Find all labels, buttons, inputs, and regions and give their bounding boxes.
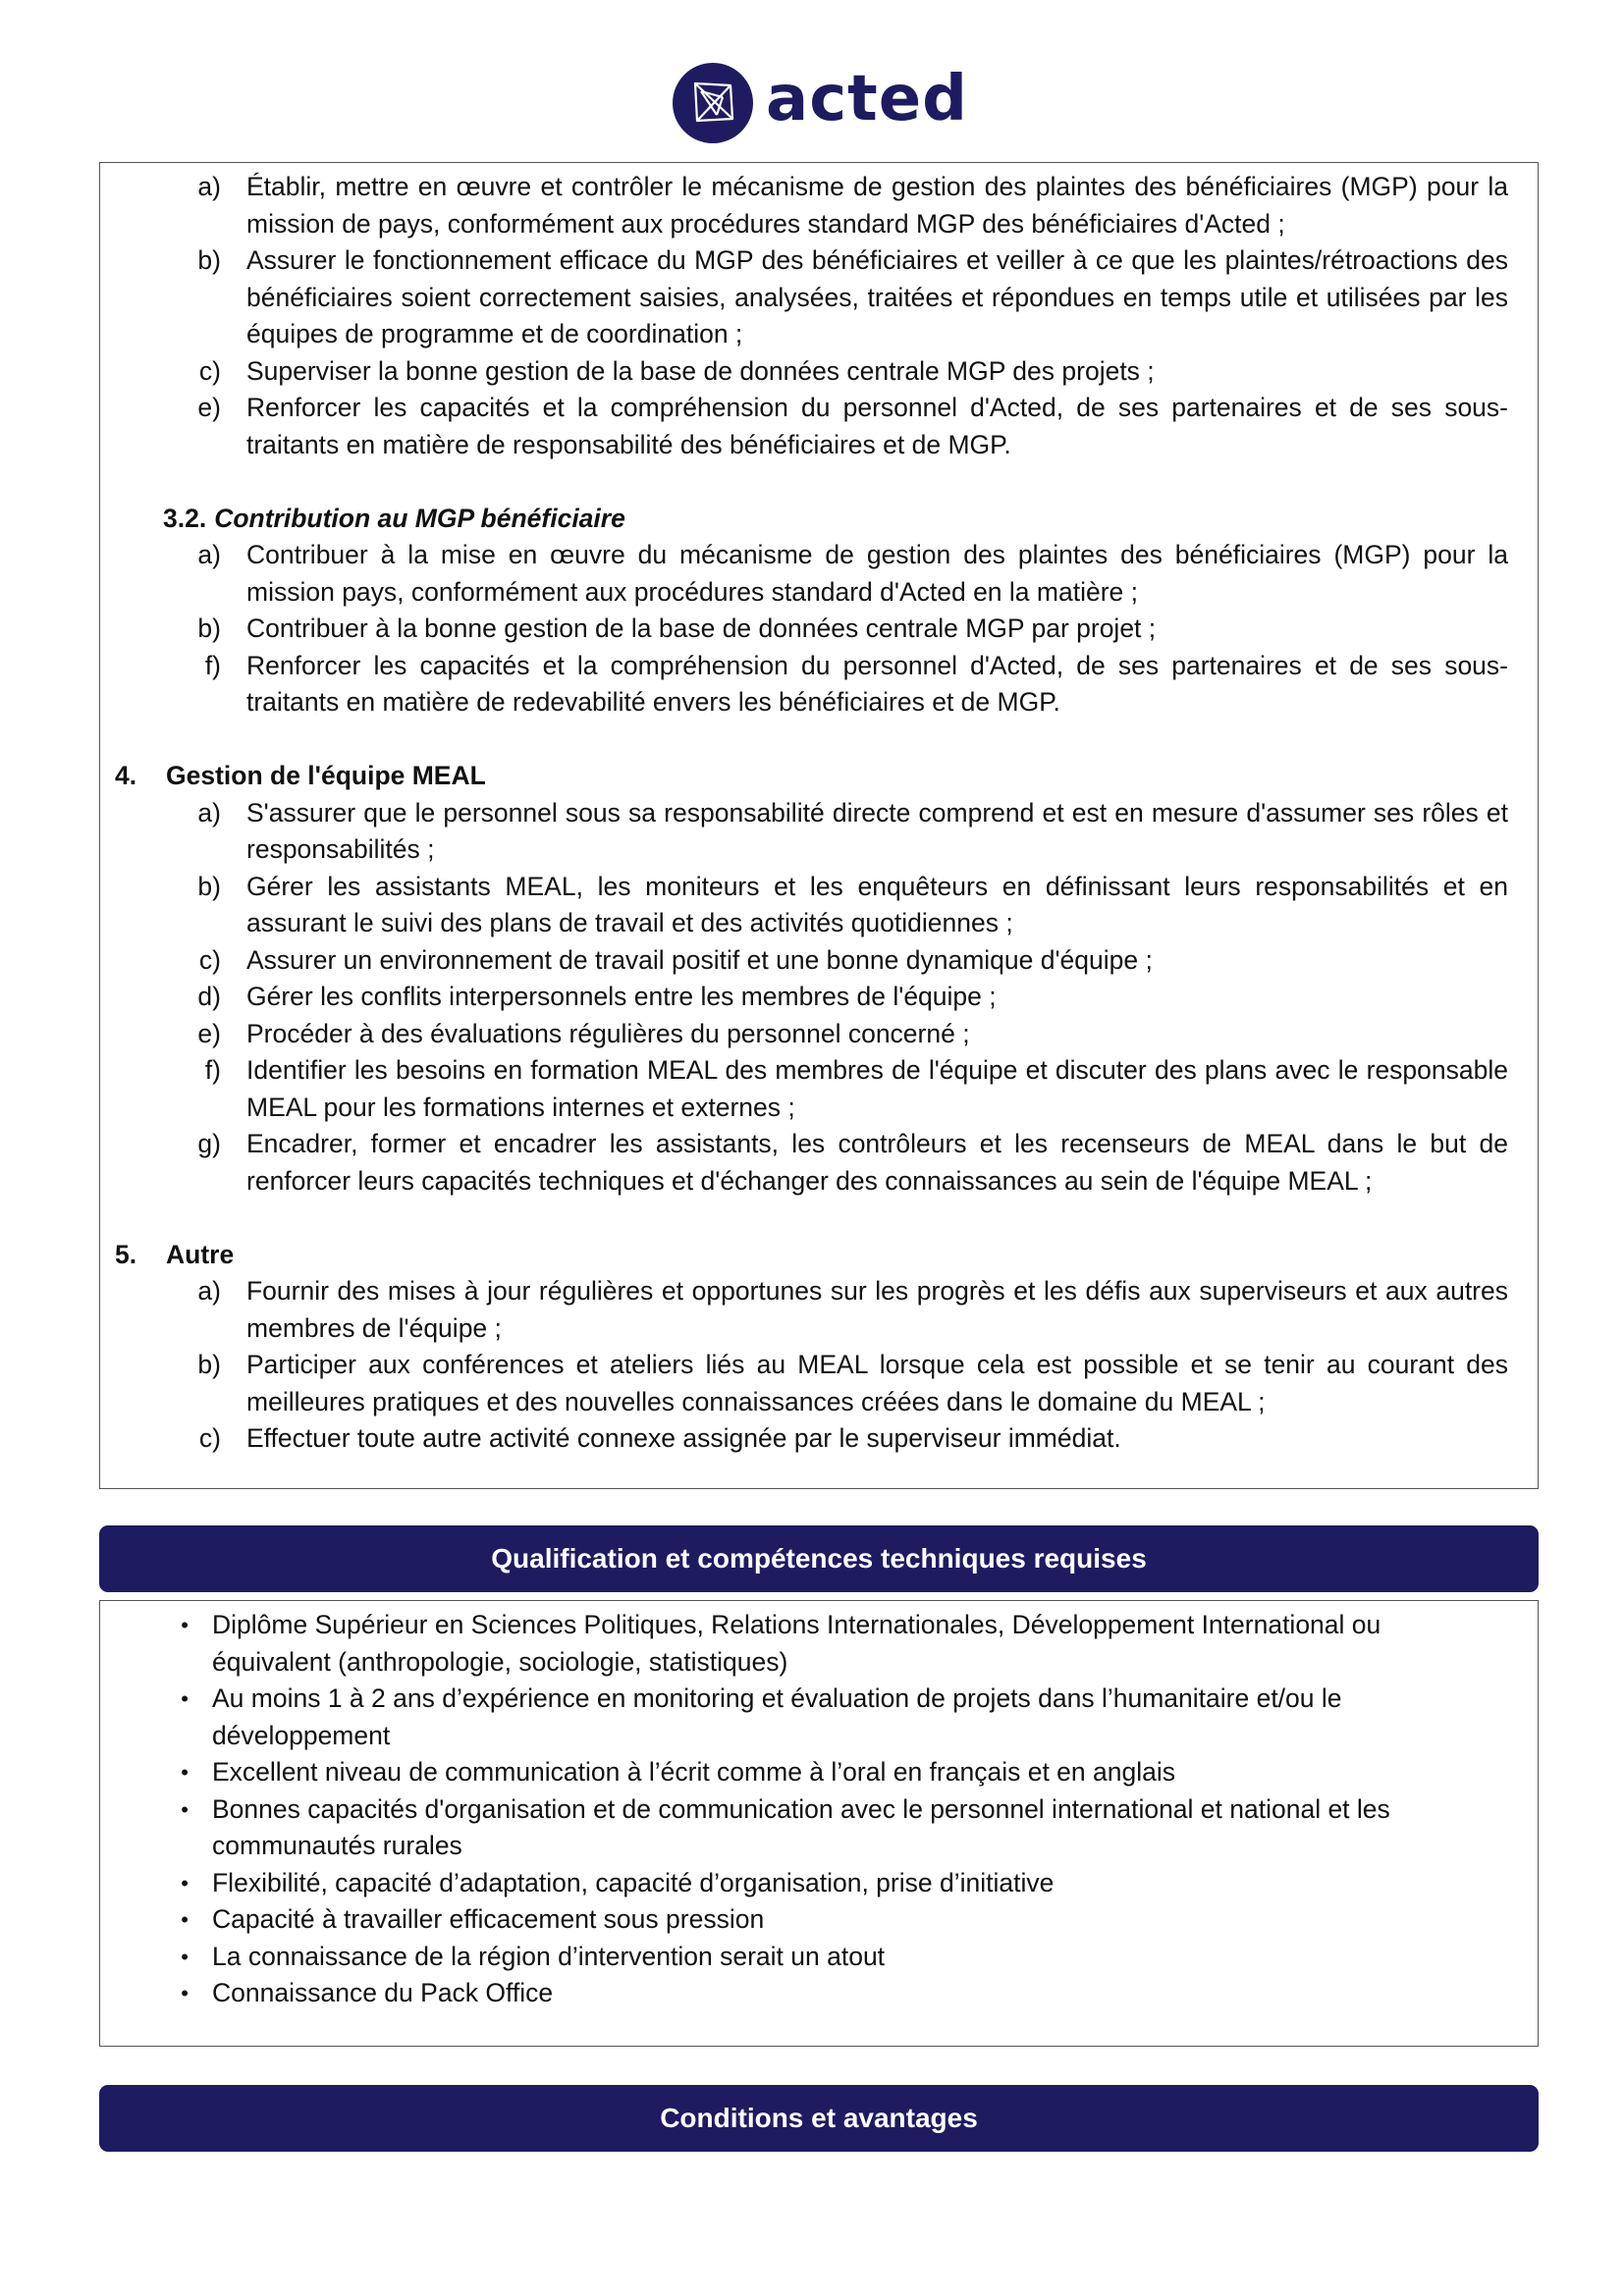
conditions-banner: Conditions et avantages [99,2085,1539,2152]
list-item-marker: a) [197,797,221,828]
section-number: 3.2. [163,503,207,533]
list-item-marker: e) [197,393,221,422]
list-item [100,611,1538,648]
list-item-text: Contribuer à la mise en œuvre du mécanisme de gestion des plaintes des bénéficiaires (MGP) pour la mission pays, conformément aux procédures standard d'Acted en la matière ; [246,540,1508,607]
section-number-text: 4. [115,761,137,790]
list-item-marker: a) [197,1276,221,1306]
bullet-item [100,1791,1538,1865]
list-item-marker: g) [197,1129,221,1158]
list-item-marker: e) [197,1018,221,1048]
list-item-text: Renforcer les capacités et la compréhension du personnel d'Acted, de ses partenaires et de ses sous-traitants en matière de responsabilité des bénéficiaires et de MGP. [246,393,1508,459]
list-item-text: Participer aux conférences et ateliers liés au MEAL lorsque cela est possible et se tenir au courant des meilleures pratiques et des nouvelles connaissances créées dans le domaine du MEAL ; [246,1350,1508,1416]
list-item [100,979,1538,1016]
bullet-text: Excellent niveau de communication à l’écrit comme à l’oral en français et en anglais [212,1757,1175,1787]
list-item-text: Assurer le fonctionnement efficace du MGP des bénéficiaires et veiller à ce que les plaintes/rétroactions des bénéficiaires soient correctement saisies, analysées, traitées et répondues en temps utile et utilisées par les équipes de programme et de coordination ; [246,245,1508,348]
list-item [100,1016,1538,1053]
list-item-marker: a) [197,172,221,201]
bullet-text: Diplôme Supérieur en Sciences Politiques, Relations Internationales, Développement International ou équivalent (anthropologie, sociologie, statistiques) [212,1610,1381,1677]
list-item-marker: c) [198,1423,221,1453]
list-item-text: Assurer un environnement de travail positif et une bonne dynamique d'équipe ; [246,944,1153,975]
acted-logo [672,61,968,145]
bullet-item [100,1975,1538,2012]
list-item-marker: c) [198,944,221,975]
bullet-item [100,1607,1538,1681]
acted-logo-icon [672,62,754,144]
list-item-text: Renforcer les capacités et la compréhension du personnel d'Acted, de ses partenaires et de ses sous-traitants en matière de redevabilité envers les bénéficiaires et de MGP. [246,650,1508,717]
spacer [100,1200,1538,1237]
bullet-icon: • [181,1981,189,2005]
bullet-text: Capacité à travailler efficacement sous pression [212,1904,765,1934]
list-item [100,537,1538,611]
bullet-item [100,1865,1538,1902]
section-title: Gestion de l'équipe MEAL [166,761,486,790]
qualifications-box [99,1600,1539,2047]
list-item [100,795,1538,869]
section-number [100,758,165,795]
acted-logo-text: acted [766,63,968,135]
section-number-text: 5. [115,1239,137,1269]
spacer [100,721,1538,759]
list-item [100,1273,1538,1347]
list-item [100,1052,1538,1126]
list-item-text: Établir, mettre en œuvre et contrôler le mécanisme de gestion des plaintes des bénéficiaires (MGP) pour la mission de pays, conformément aux procédures standard MGP des bénéficiaires d'Acted ; [246,172,1508,239]
list-item-text: Superviser la bonne gestion de la base de données centrale MGP des projets ; [246,355,1155,386]
bullet-icon: • [181,1944,189,1969]
section-heading-3-2 [100,501,1538,538]
list-item-text: Fournir des mises à jour régulières et opportunes sur les progrès et les défis aux superviseurs et aux autres membres de l'équipe ; [246,1276,1508,1343]
bullet-text: Bonnes capacités d'organisation et de communication avec le personnel international et national et les communautés rurales [212,1793,1390,1860]
list-item [100,390,1538,463]
bullet-icon: • [181,1870,189,1896]
list-item-text: Effectuer toute autre activité connexe assignée par le superviseur immédiat. [246,1423,1121,1453]
list-item-text: Contribuer à la bonne gestion de la base de données centrale MGP par projet ; [246,614,1157,643]
bullet-icon: • [181,1796,189,1822]
list-item [100,353,1538,391]
list-item-text: Identifier les besoins en formation MEAL des membres de l'équipe et discuter des plans avec le responsable MEAL pour les formations internes et externes ; [246,1055,1508,1122]
list-item-marker: f) [204,1055,221,1085]
list-item-marker: c) [198,355,221,386]
list-item [100,648,1538,721]
bullet-item [100,1754,1538,1791]
list-item-marker: a) [197,540,221,569]
list-item-marker: f) [204,650,221,680]
list-item-marker: b) [197,871,221,901]
list-item [100,169,1538,242]
list-item-text: Gérer les conflits interpersonnels entre les membres de l'équipe ; [246,982,997,1011]
bullet-text: Connaissance du Pack Office [212,1978,554,2007]
bullet-item [100,1901,1538,1939]
section-heading-5 [100,1237,1538,1274]
bullet-text: Au moins 1 à 2 ans d’expérience en monitoring et évaluation de projets dans l’humanitaire et/ou le développement [212,1683,1342,1750]
list-item-text: Gérer les assistants MEAL, les moniteurs et les enquêteurs en définissant leurs responsabilités et en assurant le suivi des plans de travail et des activités quotidiennes ; [246,871,1508,937]
spacer [100,463,1538,501]
list-item [100,1420,1538,1458]
list-item-marker: b) [197,614,221,643]
bullet-icon: • [181,1760,189,1785]
bullet-item [100,1939,1538,1976]
list-item [100,869,1538,942]
responsibilities-box [99,162,1539,1489]
bullet-text: Flexibilité, capacité d’adaptation, capacité d’organisation, prise d’initiative [212,1867,1055,1897]
section-title: Autre [166,1239,235,1269]
section-title: Contribution au MGP bénéficiaire [214,503,625,533]
bullet-text: La connaissance de la région d’intervention serait un atout [212,1941,886,1971]
qualifications-banner: Qualification et compétences techniques requises [99,1525,1539,1592]
section-heading-4 [100,758,1538,795]
bullet-icon: • [181,1686,189,1711]
list-item-text: Procéder à des évaluations régulières du personnel concerné ; [246,1018,970,1048]
list-item-text: S'assurer que le personnel sous sa responsabilité directe comprend et est en mesure d'assumer ses rôles et responsabilités ; [246,797,1508,864]
list-item [100,1347,1538,1420]
list-item [100,1126,1538,1200]
list-item [100,242,1538,353]
list-item-marker: b) [197,1350,221,1379]
list-item-marker: b) [197,245,221,275]
list-item-text: Encadrer, former et encadrer les assistants, les contrôleurs et les recenseurs de MEAL dans le but de renforcer leurs capacités techniques et d'échanger des connaissances au sein de l'équipe MEAL ; [246,1129,1508,1196]
list-item [100,942,1538,980]
bullet-item [100,1681,1538,1754]
bullet-icon: • [181,1613,189,1637]
bullet-icon: • [181,1907,189,1932]
section-number [100,1237,165,1274]
list-item-marker: d) [197,982,221,1011]
